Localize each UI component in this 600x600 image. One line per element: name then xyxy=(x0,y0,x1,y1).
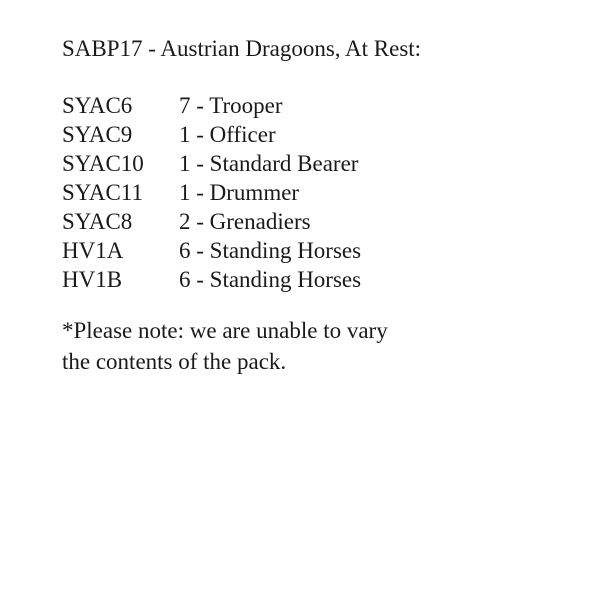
pack-contents-list xyxy=(62,91,582,294)
list-item xyxy=(62,265,582,294)
list-item xyxy=(62,149,582,178)
pack-note xyxy=(62,315,582,377)
list-item xyxy=(62,207,582,236)
item-code: SYAC9 xyxy=(62,122,133,147)
list-item xyxy=(62,91,582,120)
item-code: SYAC6 xyxy=(62,93,133,118)
item-code: SYAC10 xyxy=(62,151,144,176)
list-item xyxy=(62,178,582,207)
item-description: 1 - Drummer xyxy=(179,180,300,205)
item-description: 6 - Standing Horses xyxy=(179,267,362,292)
note-line-2: the contents of the pack. xyxy=(62,349,287,374)
item-code: SYAC8 xyxy=(62,209,133,234)
item-description: 1 - Standard Bearer xyxy=(179,151,359,176)
note-line-1: *Please note: we are unable to vary xyxy=(62,318,388,343)
list-item xyxy=(62,120,582,149)
item-code: HV1A xyxy=(62,238,124,263)
item-description: 1 - Officer xyxy=(179,122,276,147)
item-description: 7 - Trooper xyxy=(179,93,283,118)
item-code: SYAC11 xyxy=(62,180,143,205)
item-description: 6 - Standing Horses xyxy=(179,238,362,263)
pack-title: SABP17 - Austrian Dragoons, At Rest: xyxy=(62,36,422,61)
item-code: HV1B xyxy=(62,267,123,292)
item-description: 2 - Grenadiers xyxy=(179,209,311,234)
document xyxy=(62,34,582,377)
list-item xyxy=(62,236,582,265)
